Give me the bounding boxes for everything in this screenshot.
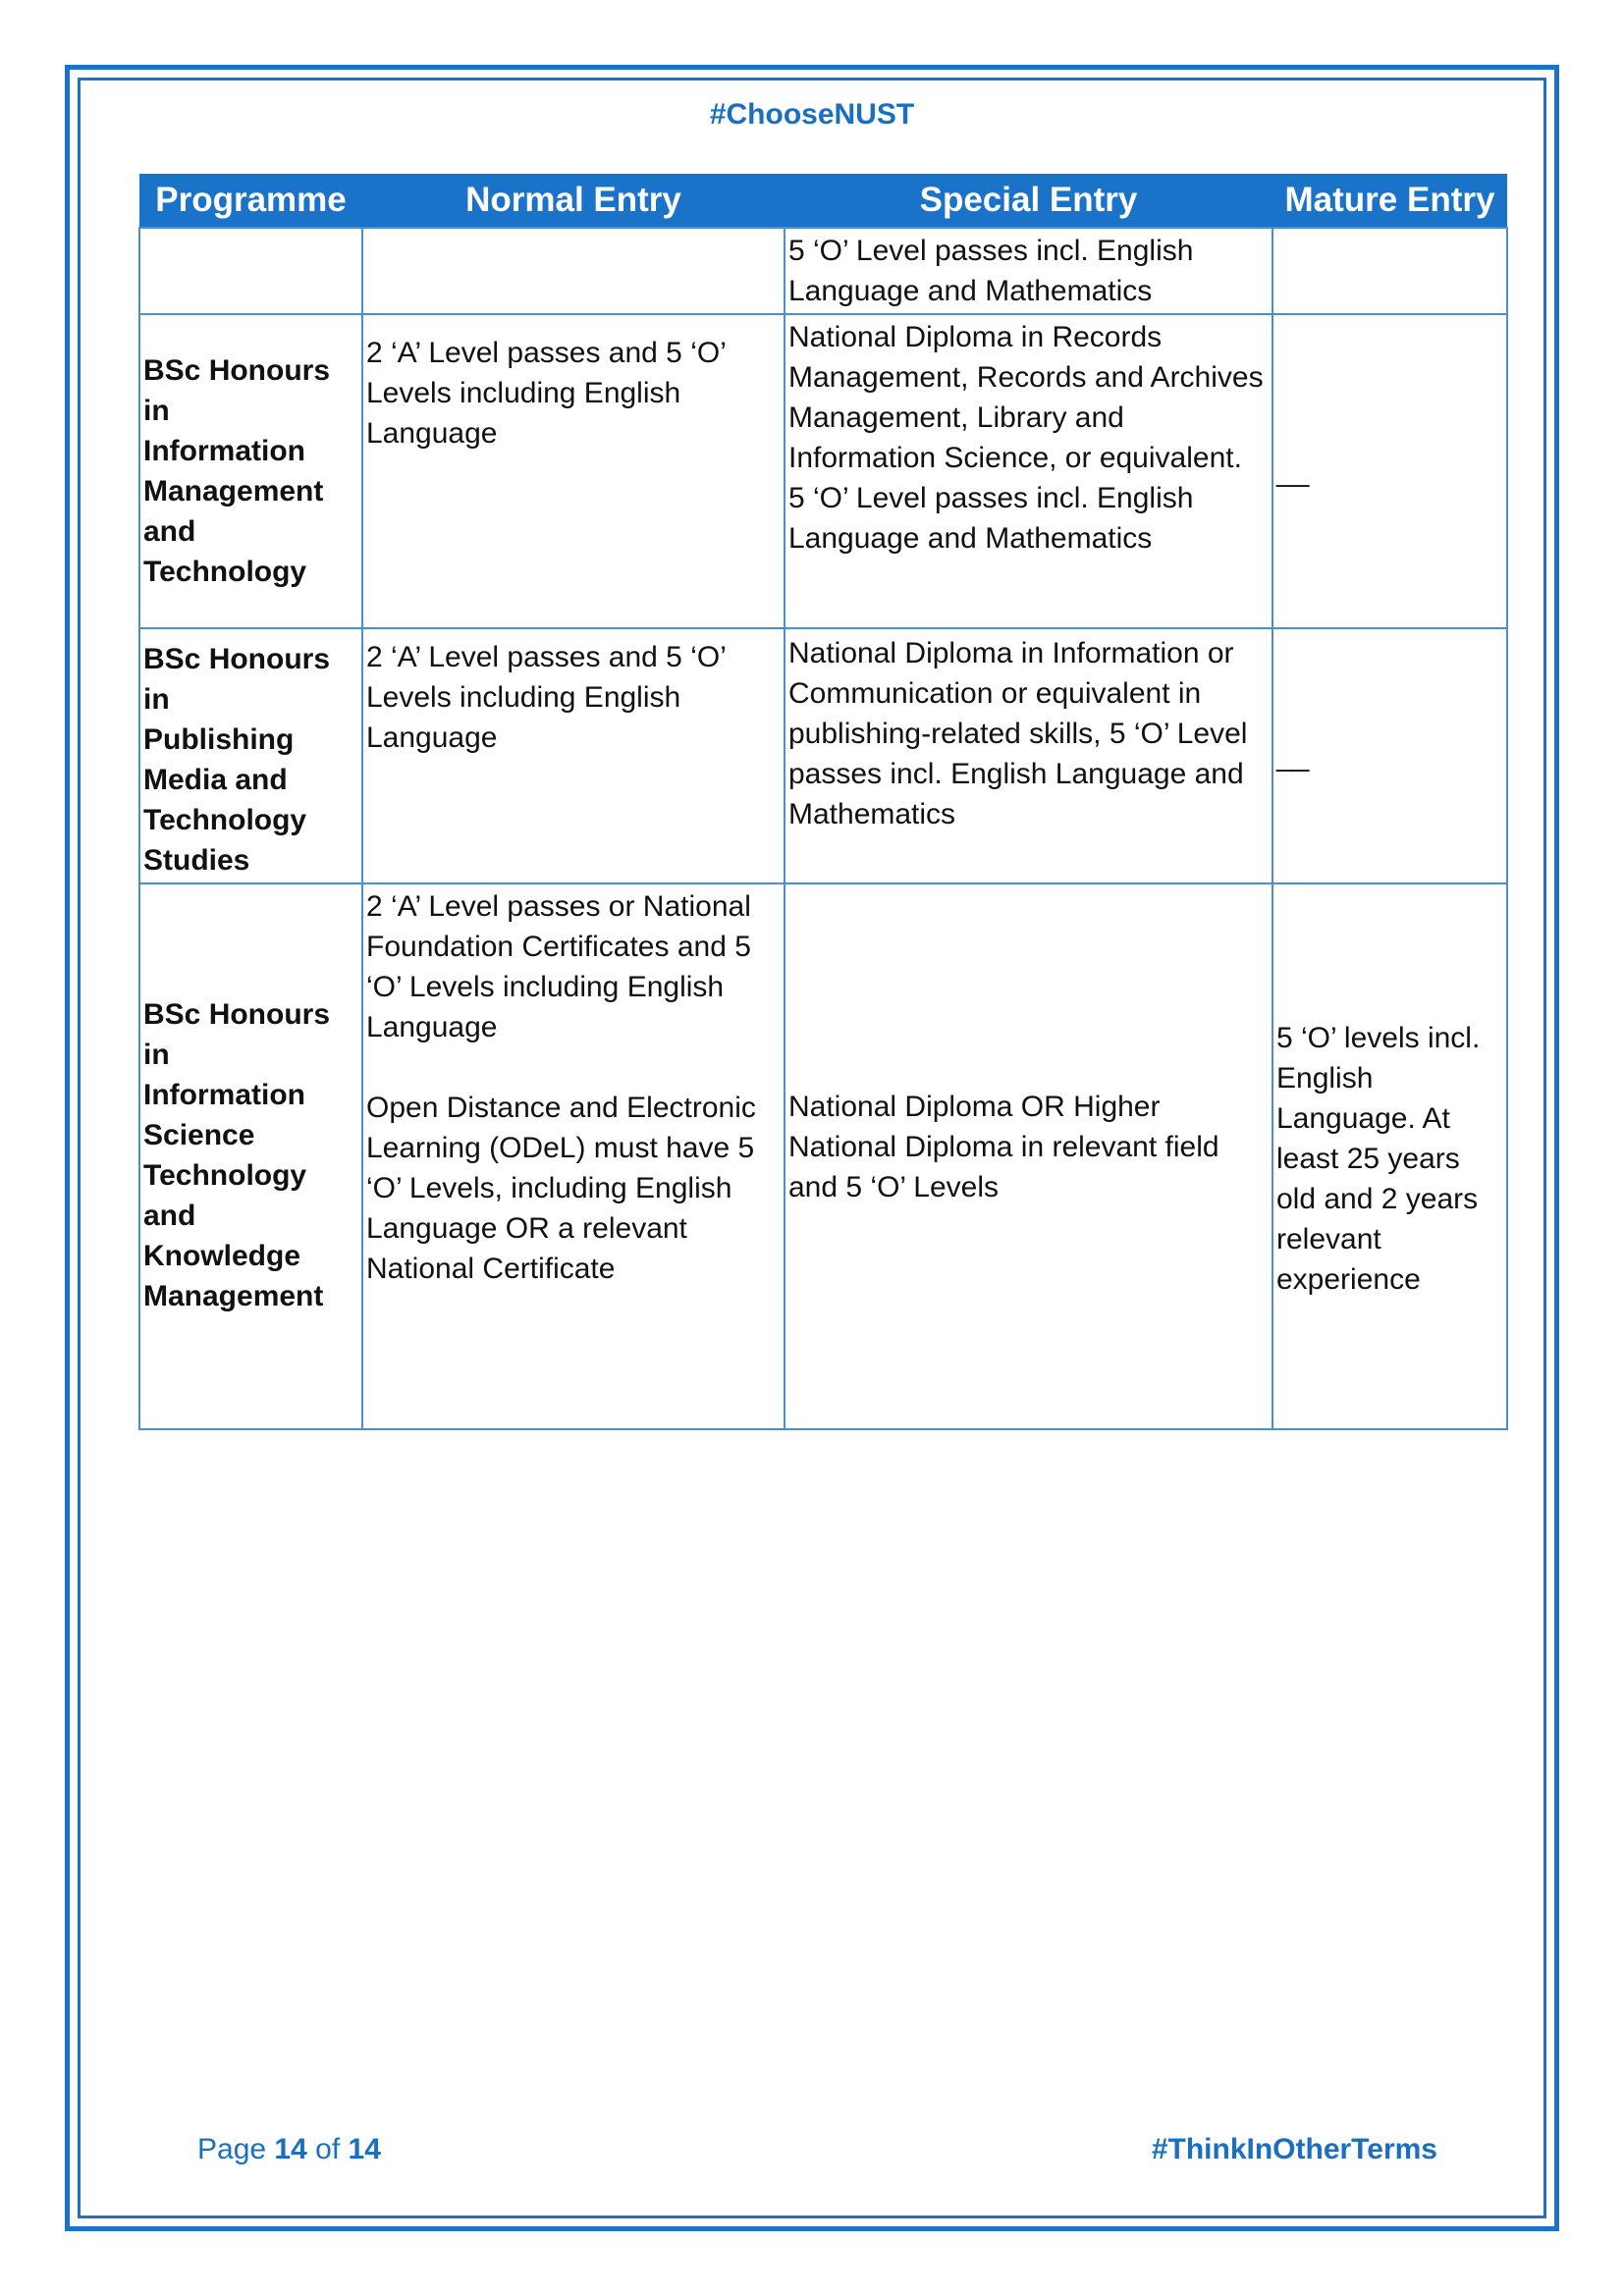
cell-programme: BSc Honours in Information Science Technology and Knowledge Management bbox=[139, 883, 362, 1429]
header-hashtag: #ChooseNUST bbox=[709, 98, 915, 131]
cell-special-entry: 5 ‘O’ Level passes incl. English Language and Mathematics bbox=[785, 228, 1272, 314]
table-row bbox=[139, 883, 1507, 1429]
table-row bbox=[139, 628, 1507, 883]
table-row bbox=[139, 228, 1507, 314]
cell-normal-entry: 2 ‘A’ Level passes or National Foundation Certificates and 5 ‘O’ Levels including English Language Open Distance and Electronic Learning (ODeL) must have 5 ‘O’ Levels, including English Language OR a relevant National Certificate bbox=[362, 883, 785, 1429]
cell-normal-entry: 2 ‘A’ Level passes and 5 ‘O’ Levels including English Language bbox=[362, 314, 785, 628]
footer-hashtag: #ThinkInOtherTerms bbox=[1151, 2133, 1437, 2165]
cell-normal-entry bbox=[362, 228, 785, 314]
cell-mature-entry bbox=[1272, 228, 1507, 314]
column-header-mature-entry: Mature Entry bbox=[1272, 174, 1507, 228]
cell-programme: BSc Honours in Information Management and Technology bbox=[139, 314, 362, 628]
cell-normal-entry: 2 ‘A’ Level passes and 5 ‘O’ Levels including English Language bbox=[362, 628, 785, 883]
entry-requirements-table bbox=[138, 174, 1508, 1430]
cell-mature-entry: 5 ‘O’ levels incl. English Language. At least 25 years old and 2 years relevant experience bbox=[1272, 883, 1507, 1429]
column-header-special-entry: Special Entry bbox=[785, 174, 1272, 228]
page-number: Page 14 of 14 bbox=[197, 2133, 381, 2165]
cell-programme: BSc Honours in Publishing Media and Technology Studies bbox=[139, 628, 362, 883]
column-header-programme: Programme bbox=[139, 174, 362, 228]
cell-special-entry: National Diploma in Records Management, Records and Archives Management, Library and Information Science, or equivalent. 5 ‘O’ Level passes incl. English Language and Mathematics bbox=[785, 314, 1272, 628]
cell-mature-entry: __ bbox=[1272, 314, 1507, 628]
column-header-normal-entry: Normal Entry bbox=[362, 174, 785, 228]
cell-mature-entry: __ bbox=[1272, 628, 1507, 883]
table-row bbox=[139, 314, 1507, 628]
cell-special-entry: National Diploma OR Higher National Diploma in relevant field and 5 ‘O’ Levels bbox=[785, 883, 1272, 1429]
cell-programme bbox=[139, 228, 362, 314]
cell-special-entry: National Diploma in Information or Communication or equivalent in publishing-related skills, 5 ‘O’ Level passes incl. English Language and Mathematics bbox=[785, 628, 1272, 883]
table-header-row bbox=[139, 174, 1507, 228]
